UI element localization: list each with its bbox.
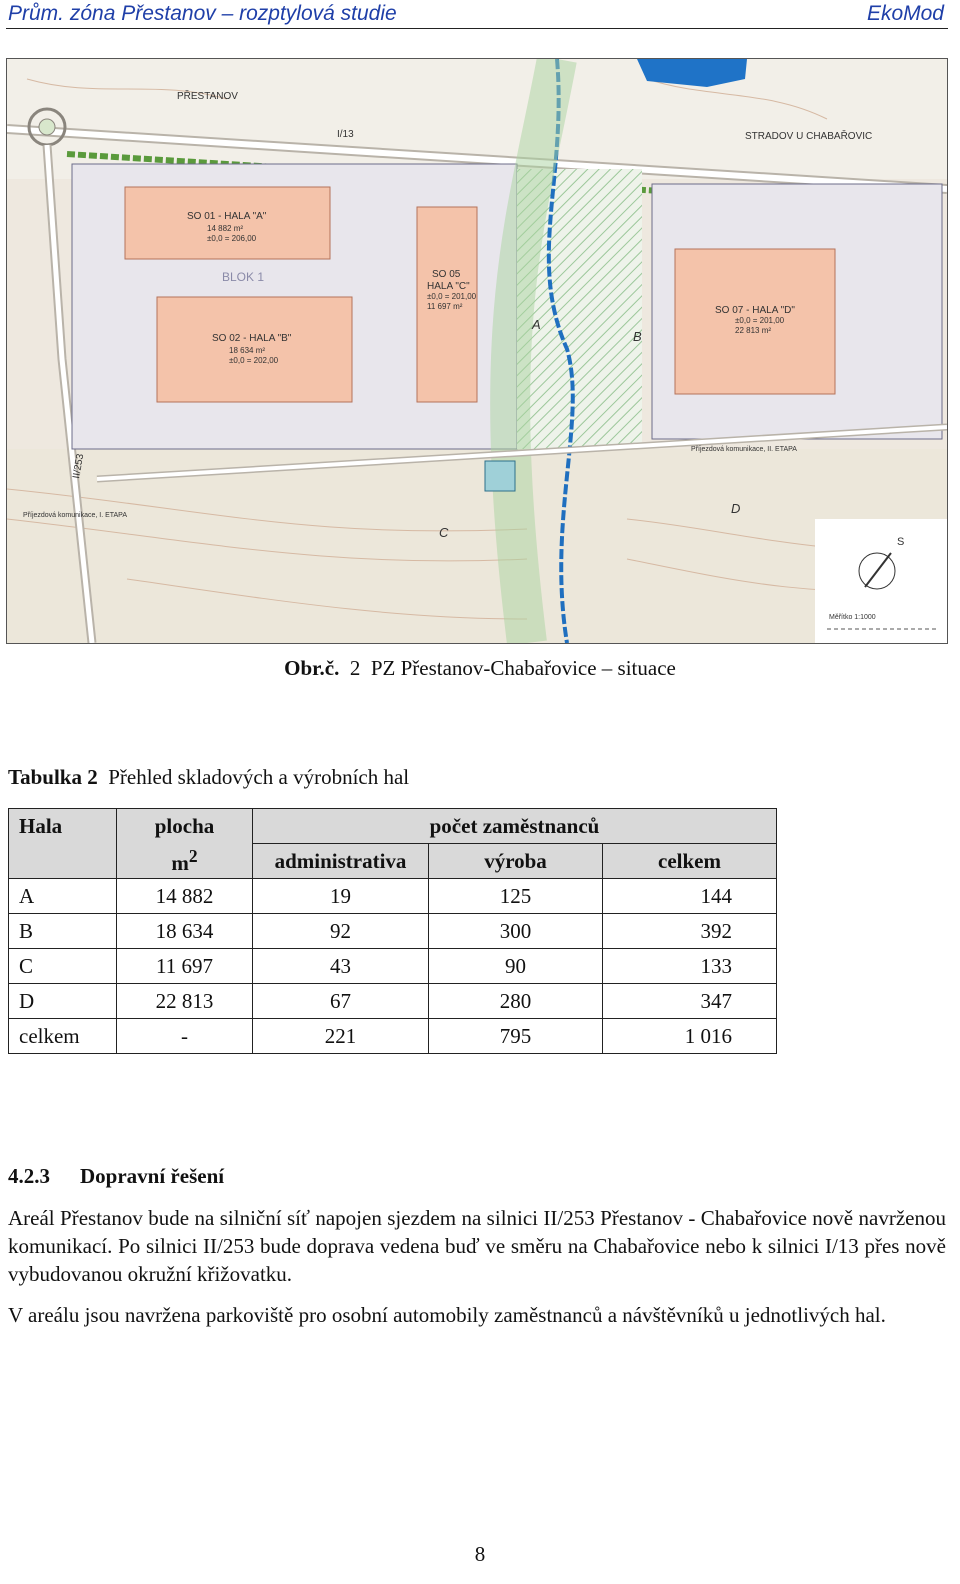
header-title: Prům. zóna Přestanov – rozptylová studie [8,2,397,25]
halls-table [8,808,777,1054]
map-label-road-i13: I/13 [337,129,354,140]
hall-b-title: SO 02 - HALA "B" [212,333,292,344]
table-label: Tabulka 2 [8,765,98,789]
caption-text: PZ Přestanov-Chabařovice – situace [370,656,676,680]
section-heading [8,1164,224,1189]
hall-b-area: 18 634 m² [229,346,266,355]
table-row: B 18 634 92 300 392 [9,914,777,949]
th-hala: Hala [9,809,117,844]
table-row-total: celkem - 221 795 1 016 [9,1019,777,1054]
th-admin: administrativa [253,844,429,879]
map-label-road-ii253: II/253 [71,452,87,480]
north-label: S [897,536,905,548]
zone-b-label: B [633,329,642,344]
hall-d-elev: ±0,0 = 201,00 [735,316,785,325]
zone-c-label: C [439,525,449,540]
table-title-text: Přehled skladových a výrobních hal [108,765,410,789]
th-unit: $m^2$ [117,844,253,879]
th-celkem: celkem [603,844,777,879]
hall-d-title: SO 07 - HALA "D" [715,305,795,316]
table-row: C 11 697 43 90 133 [9,949,777,984]
th-zamestnanci: počet zaměstnanců [253,809,777,844]
running-header [6,2,948,29]
zone-a-label: A [532,317,541,332]
hall-c-area: 11 697 m² [427,302,463,311]
map-label-stradov: STRADOV U CHABAŘOVIC [745,131,873,142]
table-row: A 14 882 19 125 144 [9,879,777,914]
table-row: D 22 813 67 280 347 [9,984,777,1019]
paragraph: Areál Přestanov bude na silniční síť napojen sjezdem na silnici II/253 Přestanov - Chabařovice nově navrženou komunikací. Po silnici II/253 bude doprava vedena buď ve směru na Chabařovice nebo k silnici I/13 přes nově vybudovanou okružní křižovatku. [8,1206,946,1286]
map-label-access-ii: Příjezdová komunikace, II. ETAPA [691,446,797,453]
th-plocha: plocha [117,809,253,844]
table-subheader-row [9,844,777,879]
section-number: 4.2.3 [8,1164,50,1188]
header-brand: EkoMod [866,2,944,25]
site-plan-figure [6,58,948,644]
hall-a-elev: ±0,0 = 206,00 [207,234,257,243]
map-label-prestanov: PŘESTANOV [177,91,238,102]
hall-c-sub: HALA "C" [427,281,470,292]
section-title: Dopravní řešení [80,1164,225,1188]
hall-d-area: 22 813 m² [735,326,772,335]
figure-caption [0,656,960,681]
page-number: 8 [474,1542,486,1566]
hall-a-area: 14 882 m² [207,224,244,233]
hall-c-elev: ±0,0 = 201,00 [427,292,477,301]
map-label-blok: BLOK 1 [222,270,265,284]
paragraph: V areálu jsou navržena parkoviště pro osobní automobily zaměstnanců a návštěvníků u jednotlivých hal. [8,1303,886,1327]
th-vyroba: výroba [429,844,603,879]
hall-b-elev: ±0,0 = 202,00 [229,356,279,365]
zone-d-label: D [731,501,741,516]
hall-a-title: SO 01 - HALA "A" [187,211,267,222]
table-title [8,765,409,790]
hall-c-title: SO 05 [432,269,461,280]
table-header-row [9,809,777,844]
map-scale-label: Měřítko 1:1000 [829,614,876,621]
caption-number: 2 [349,656,361,680]
map-label-access-i: Příjezdová komunikace, I. ETAPA [23,512,128,519]
caption-prefix: Obr.č. [284,656,340,680]
